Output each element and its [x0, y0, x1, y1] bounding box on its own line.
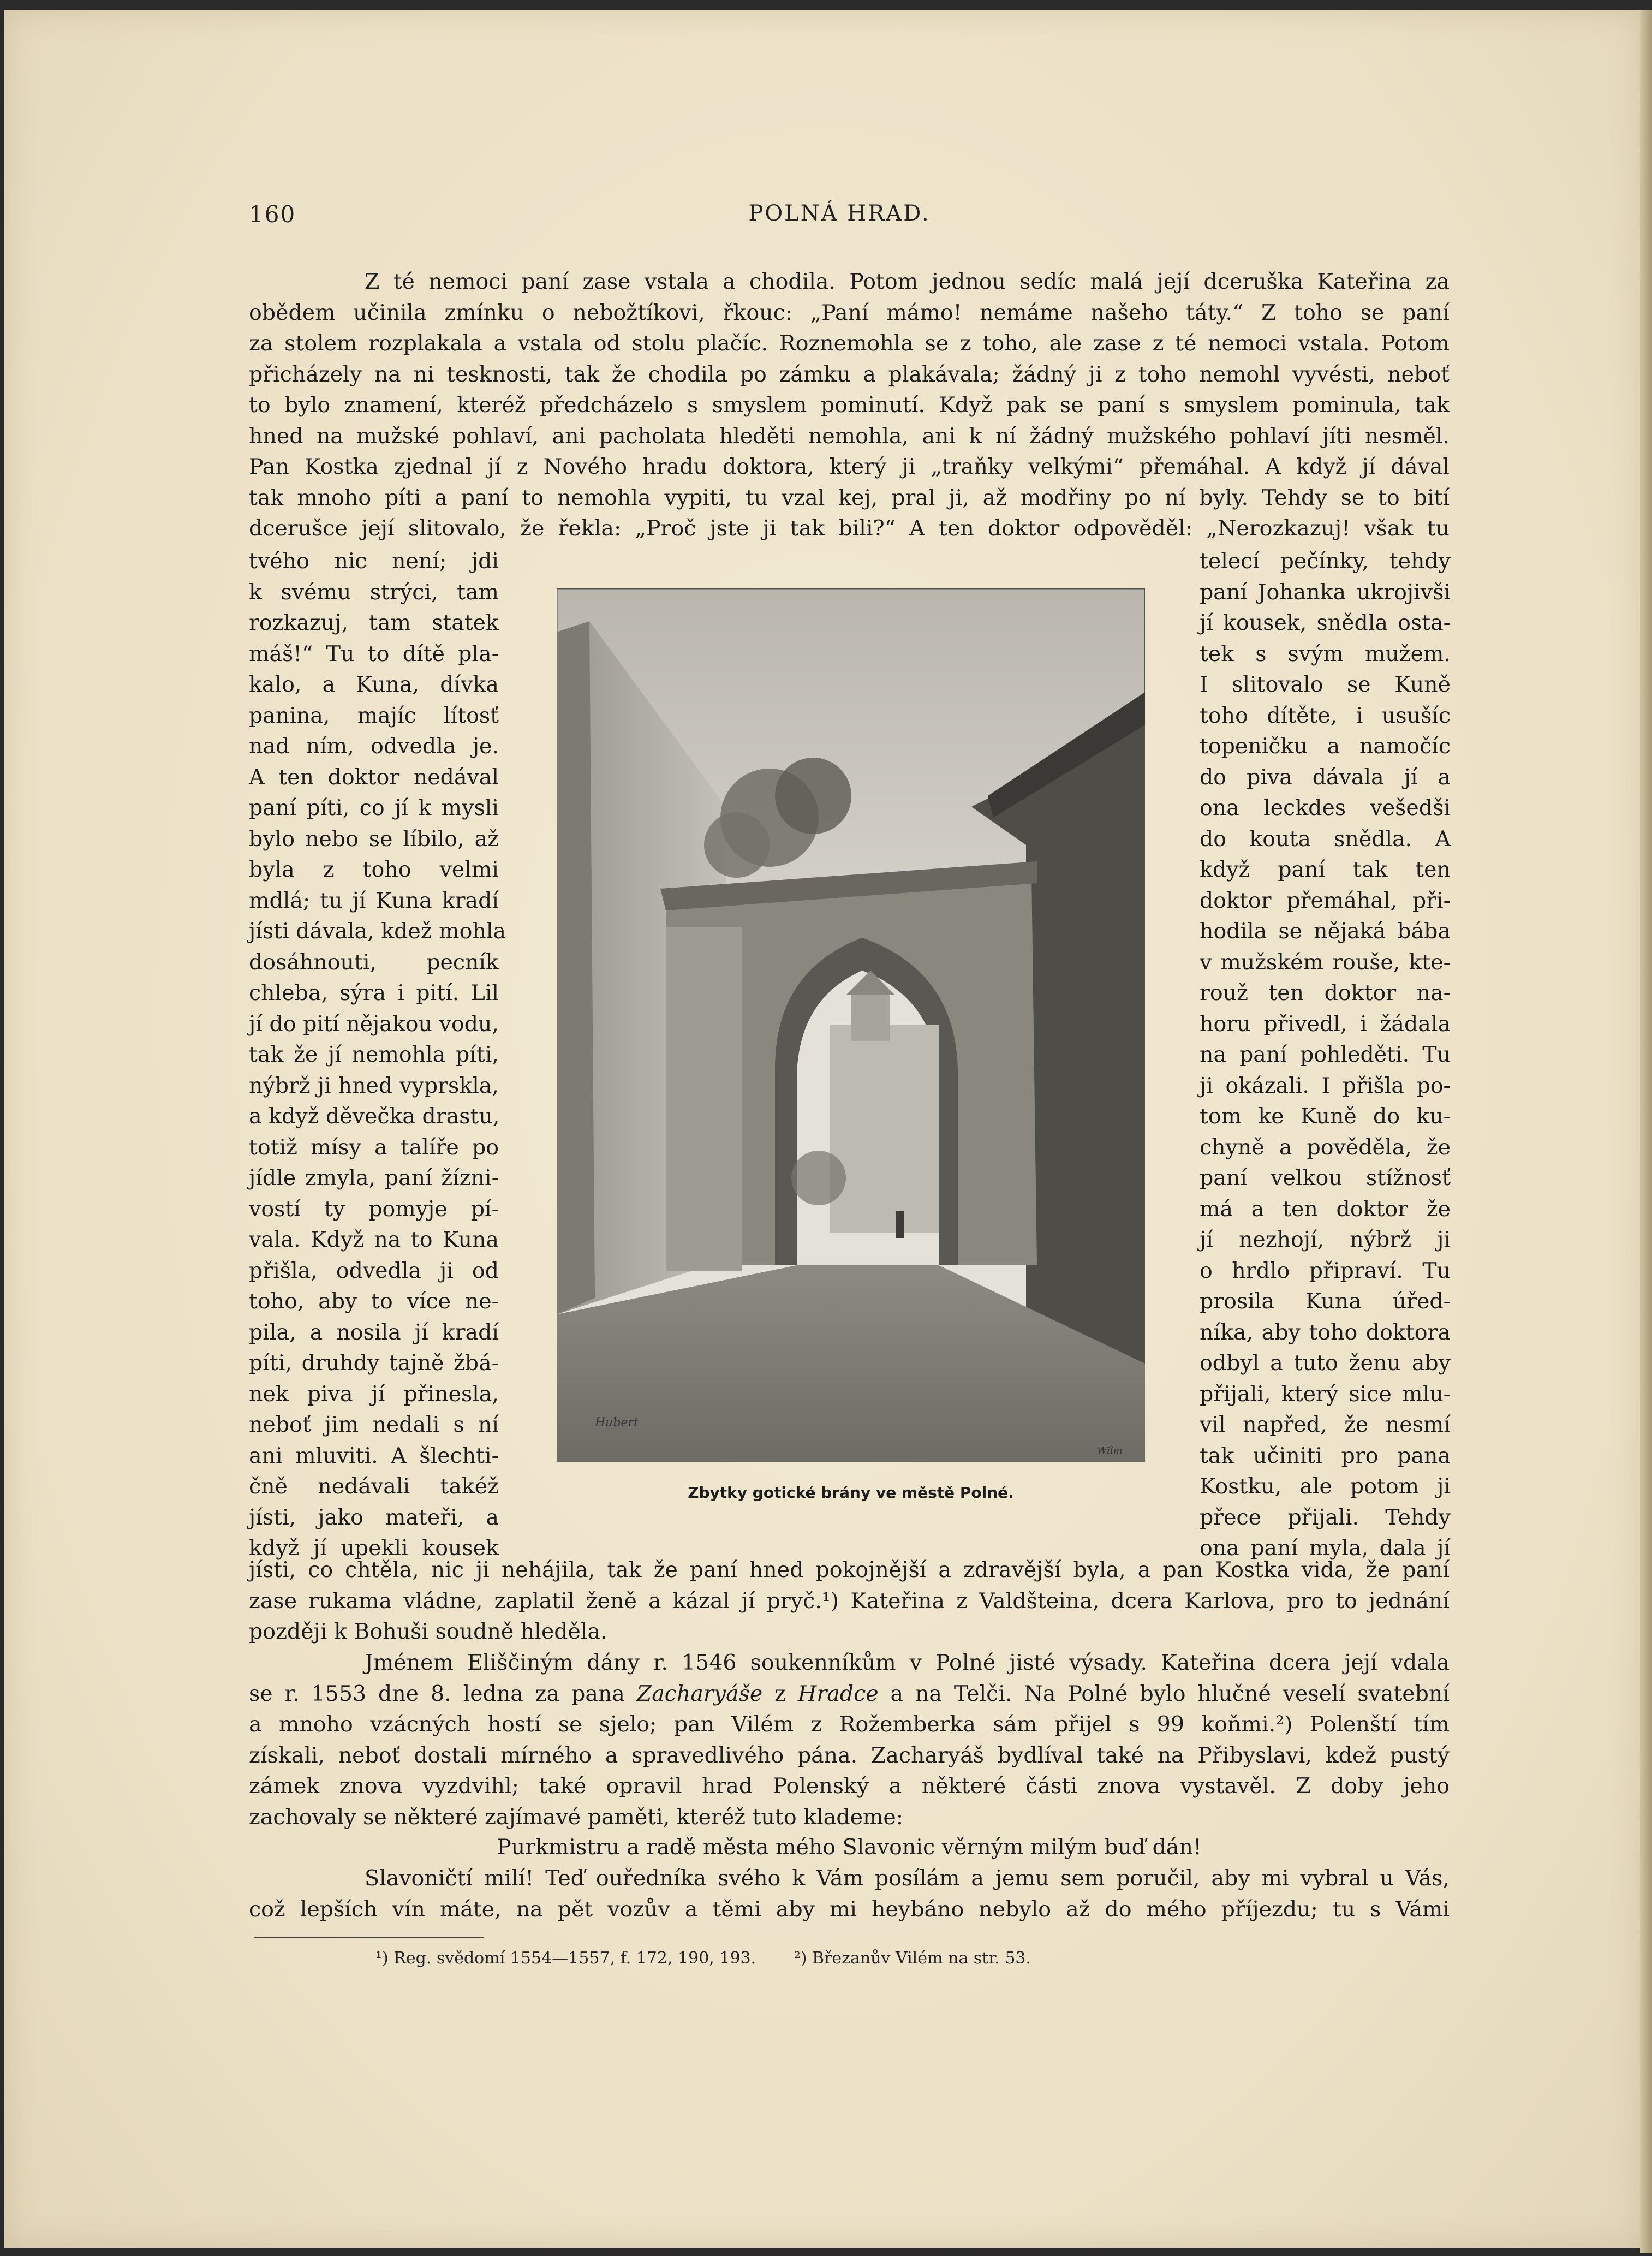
text-line: vostí ty pomyje pí- — [249, 1196, 499, 1222]
text-line: přišla, odvedla ji od — [249, 1258, 499, 1283]
footnotes — [375, 1949, 1064, 1968]
text-line: přece přijali. Tehdy — [1200, 1504, 1451, 1530]
distant-figure — [896, 1211, 904, 1238]
text-line: Jménem Eliščiným dány r. 1546 soukenníkům v Polné jisté výsady. Kateřina dcera její vdala — [365, 1650, 1450, 1675]
gate-pier — [666, 927, 742, 1271]
text-line: přicházely na ni tesknosti, tak že chodila po zámku a plakávala; žádný ji z toho nemohl vyvésti, neboť — [249, 361, 1450, 387]
text-line: jísti, jako mateři, a — [249, 1504, 499, 1530]
text-line: bylo nebo se líbilo, až — [249, 826, 499, 852]
page-edge — [1640, 10, 1652, 2253]
text-line: Slavoničtí milí! Teď ouředníka svého k Vám posílám a jemu sem poručil, aby mi vybral u Vás, — [365, 1866, 1450, 1891]
text-line: paní velkou stížnosť — [1200, 1165, 1451, 1190]
text-line: zase rukama vládne, zaplatil ženě a kázal jí pryč.¹) Kateřina z Valdšteina, dcera Karlova, pro to jednání — [249, 1588, 1450, 1614]
text-line: toho, aby to více ne- — [249, 1289, 499, 1314]
text-line: obědem učinila zmínku o nebožtíkovi, řkouc: „Paní mámo! nemáme našeho táty.“ Z toho se paní — [249, 300, 1450, 325]
text-line: byla z toho velmi — [249, 857, 499, 882]
running-title: POLNÁ HRAD. — [748, 201, 931, 226]
text-line: chleba, sýra i pití. Lil — [249, 980, 499, 1005]
gothic-gate-illustration — [557, 588, 1145, 1462]
figure-caption: Zbytky gotické brány ve městě Polné. — [688, 1484, 1014, 1502]
text-line: nek piva jí přinesla, — [249, 1381, 499, 1407]
text-line: topeničku a namočíc — [1200, 734, 1451, 759]
text-line: ani mluviti. A šlechti- — [249, 1443, 499, 1468]
text-line: telecí pečínky, tehdy — [1200, 549, 1451, 574]
text-line: vil napřed, že nesmí — [1200, 1412, 1451, 1437]
text-line: jísti, co chtěla, nic ji nehájila, tak že paní hned pokojnější a zdravější byla, a pan Kostka vida, že paní — [249, 1557, 1450, 1582]
letter-heading: Purkmistru a radě města mého Slavonic věrným milým buď dán! — [497, 1835, 1202, 1860]
text-line: jí do pití nějakou vodu, — [249, 1011, 499, 1037]
text-line: když jí upekli kousek — [249, 1535, 499, 1561]
tree-foliage — [775, 758, 851, 834]
text-line: o hrdlo připraví. Tu — [1200, 1258, 1451, 1283]
text-line: do kouta snědla. A — [1200, 826, 1451, 852]
text-line: tom ke Kuně do ku- — [1200, 1104, 1451, 1129]
text-line: A ten doktor nedával — [249, 764, 499, 790]
text-line: jídle zmyla, paní žízni- — [249, 1165, 499, 1190]
text-line: tak učiniti pro pana — [1200, 1443, 1451, 1468]
text-line: zachovaly se některé zajímavé paměti, kteréž tuto klademe: — [249, 1804, 904, 1830]
text-line: píti, druhdy tajně žbá- — [249, 1350, 499, 1376]
distant-building — [830, 1025, 939, 1233]
text-line: nýbrž ji hned vyprskla, — [249, 1073, 499, 1098]
text-line: a když děvečka drastu, — [249, 1104, 500, 1129]
text-line: dosáhnouti, pecník — [249, 949, 499, 975]
text-line: toho dítěte, i usušíc — [1200, 703, 1451, 728]
text-line: prosila Kuna úřed- — [1200, 1289, 1451, 1314]
text-line: ona leckdes vešedši — [1200, 795, 1451, 820]
footnote-1: ¹) Reg. svědomí 1554—1557, f. 172, 190, 193. — [375, 1949, 756, 1968]
distant-tree — [791, 1151, 846, 1205]
text-line: nad ním, odvedla je. — [249, 734, 499, 759]
text-line: I slitovalo se Kuně — [1200, 672, 1451, 697]
text-segment: a na Telči. Na Polné bylo hlučné veselí svatební — [878, 1681, 1450, 1706]
text-line: za stolem rozplakala a vstala od stolu plačíc. Roznemohla se z toho, ale zase z té nemoci vstala. Potom — [249, 331, 1450, 356]
paragraph-2 — [249, 1647, 1450, 1832]
letter-text — [249, 1863, 1450, 1925]
text-line: jí nezhojí, nýbrž ji — [1200, 1227, 1451, 1252]
text-line: do piva dávala jí a — [1200, 764, 1451, 790]
text-line: ji okázali. I přišla po- — [1200, 1073, 1451, 1098]
text-line: tak mnoho píti a paní to nemohla vypiti, tu vzal kej, pral ji, až modřiny po ní byly. Tehdy se to bití — [249, 485, 1450, 510]
artist-signature-right: Wilm — [1097, 1445, 1123, 1456]
text-line: Z té nemoci paní zase vstala a chodila. Potom jednou sedíc malá její dceruška Kateřina za — [365, 269, 1450, 294]
text-line: níka, aby toho doktora — [1200, 1319, 1451, 1345]
text-line: na paní pohleděti. Tu — [1200, 1042, 1451, 1067]
text-line: kalo, a Kuna, dívka — [249, 672, 499, 697]
text-line: tak že jí nemohla píti, — [249, 1042, 499, 1067]
text-line: pila, a nosila jí kradí — [249, 1319, 499, 1345]
page-number: 160 — [249, 201, 296, 228]
text-line: paní Johanka ukrojivši — [1200, 579, 1451, 605]
paragraph-1 — [249, 266, 1450, 544]
text-line: to bylo znamení, kteréž předcházelo s smyslem pominutí. Když pak se paní s smyslem pominula, tak — [249, 392, 1450, 418]
footnote-rule — [254, 1937, 484, 1938]
text-line: máš!“ Tu to dítě pla- — [249, 641, 499, 666]
text-line: vala. Když na to Kuna — [249, 1227, 499, 1252]
text-line: má a ten doktor že — [1200, 1196, 1451, 1222]
text-line: paní píti, co jí k mysli — [249, 795, 499, 820]
document-page — [4, 10, 1642, 2248]
person-name: Zacharyáše — [636, 1681, 763, 1706]
text-line: čně nedávali takéž — [249, 1474, 499, 1499]
text-line: tek s svým mužem. — [1200, 641, 1451, 666]
page-header — [4, 201, 1642, 239]
left-text-column — [249, 546, 506, 1564]
text-line: ona paní myla, dala jí — [1200, 1535, 1451, 1561]
text-line: Pan Kostka zjednal jí z Nového hradu doktora, který ji „traňky velkými“ přemáhal. A když jí dával — [249, 454, 1450, 479]
text-line: horu přivedl, i žádala — [1200, 1011, 1451, 1037]
text-line: k svému strýci, tam — [249, 579, 499, 605]
text-line: neboť jim nedali s ní — [249, 1412, 499, 1437]
text-line: mdlá; tu jí Kuna kradí — [249, 888, 499, 913]
text-line: tvého nic není; jdi — [249, 549, 499, 574]
right-text-column — [1200, 546, 1451, 1564]
tree-foliage — [704, 812, 770, 878]
text-line: doktor přemáhal, při- — [1200, 888, 1451, 913]
text-line: rozkazuj, tam statek — [249, 610, 499, 635]
text-line — [249, 1678, 1450, 1710]
text-line: hodila se nějaká bába — [1200, 919, 1451, 944]
text-line: a mnoho vzácných hostí se sjelo; pan Vilém z Rožemberka sám přijel s 99 koňmi.²) Polenští tím — [249, 1712, 1450, 1737]
artist-signature-left: Hubert — [595, 1416, 639, 1430]
text-segment: z — [762, 1681, 798, 1706]
text-line: dcerušce její slitovalo, že řekla: „Proč jste ji tak bili?“ A ten doktor odpověděl: „Nerozkazuj! však tu — [249, 516, 1450, 541]
footnote-2: ²) Březanův Vilém na str. 53. — [794, 1949, 1031, 1968]
illustration-svg — [557, 588, 1145, 1462]
text-line: rouž ten doktor na- — [1200, 980, 1451, 1005]
left-wall-shadow — [557, 621, 595, 1314]
text-line: což lepších vín máte, na pět vozův a těmi aby mi heybáno nebylo až do mého příjezdu; tu s Vámi — [249, 1896, 1450, 1922]
text-line: získali, neboť dostali mírného a spravedlivého pána. Zacharyáš bydlíval také na Přibyslavi, kdež pustý — [249, 1742, 1450, 1768]
text-line: v mužském rouše, kte- — [1200, 949, 1451, 975]
text-line: zámek znova vyzdvihl; také opravil hrad Polenský a některé části znova vystavěl. Z doby jeho — [249, 1773, 1450, 1799]
text-line: později k Bohuši soudně hleděla. — [249, 1619, 607, 1644]
text-segment: se r. 1553 dne 8. ledna za pana — [249, 1681, 637, 1706]
text-line: totiž mísy a talíře po — [249, 1134, 499, 1160]
text-line: když paní tak ten — [1200, 857, 1451, 882]
text-line: odbyl a tuto ženu aby — [1200, 1350, 1451, 1376]
text-line: jísti dávala, kdež mohla — [249, 919, 506, 944]
distant-tower — [851, 992, 890, 1041]
text-line: hned na mužské pohlaví, ani pacholata hleděti nemohla, ani k ní žádný mužského pohlaví jíti nesměl. — [249, 423, 1450, 449]
place-name: Hradce — [797, 1681, 879, 1706]
paragraph-1-end — [249, 1555, 1450, 1647]
text-line: přijali, který sice mlu- — [1200, 1381, 1451, 1407]
text-line: jí kousek, snědla osta- — [1200, 610, 1451, 635]
text-line: panina, majíc lítosť — [249, 703, 499, 728]
text-line: chyně a pověděla, že — [1200, 1134, 1451, 1160]
text-line: Kostku, ale potom ji — [1200, 1474, 1451, 1499]
